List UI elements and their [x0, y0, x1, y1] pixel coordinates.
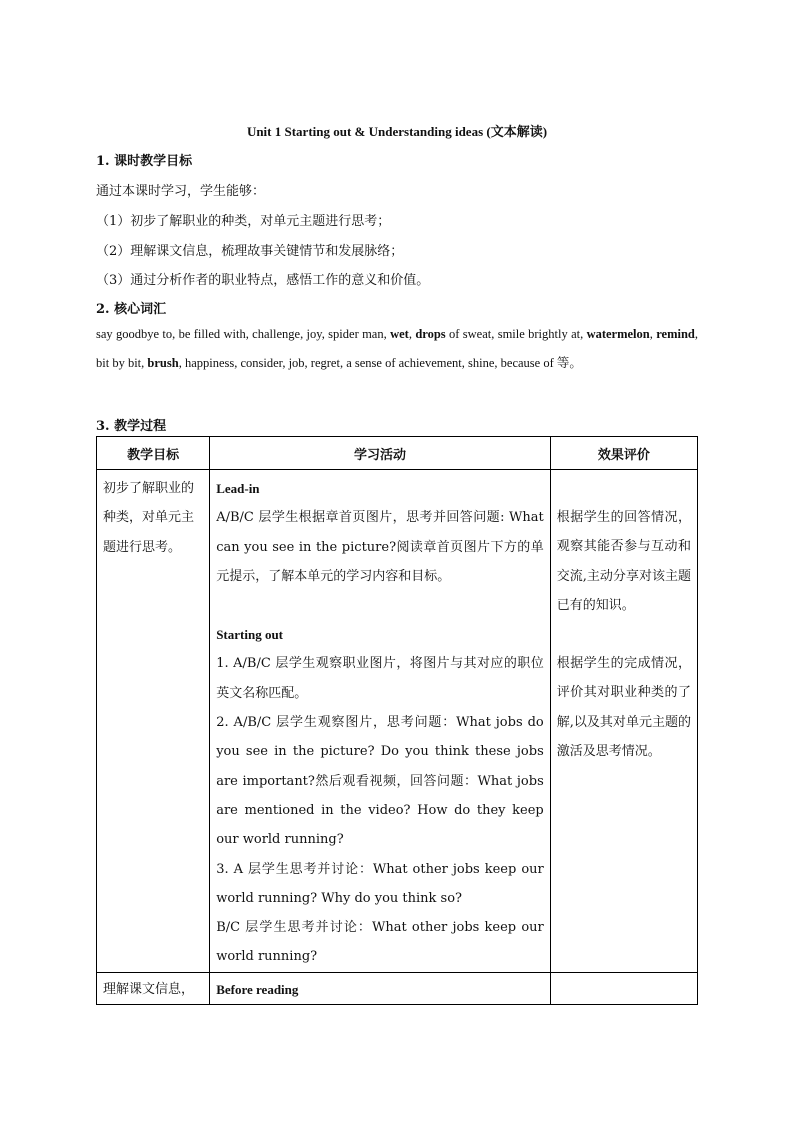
activity-3: 3. A 层学生思考并讨论：What other jobs keep our world running? Why do you think so? [216, 861, 544, 906]
section-1-intro: 通过本课时学习，学生能够： [96, 184, 266, 199]
goal-cell: 理解课文信息， [97, 972, 210, 1004]
section-2-heading: 2. 核心词汇 [96, 302, 167, 317]
table-header-row [97, 437, 698, 470]
activity-3b: B/C 层学生思考并讨论：What other jobs keep our world running? [216, 920, 544, 965]
evaluation-2: 根据学生的完成情况，评价其对职业种类的了解,以及其对单元主题的激活及思考情况。 [556, 656, 691, 760]
table-row [97, 470, 698, 973]
teaching-process-table [96, 436, 698, 1005]
section-1-heading: 1. 课时教学目标 [96, 154, 193, 169]
goal-cell: 初步了解职业的种类，对单元主题进行思考。 [97, 470, 210, 973]
header-activity: 学习活动 [210, 437, 551, 470]
header-evaluation: 效果评价 [550, 437, 697, 470]
activity-2: 2. A/B/C 层学生观察图片，思考问题：What jobs do you see in the picture? Do you think these jobs are important?然后观看视频，回答问题：What jobs are mentioned in the video? How do they keep our world running? [216, 715, 544, 848]
section-3-heading: 3. 教学过程 [96, 419, 167, 434]
objective-3: （3）通过分析作者的职业特点，感悟工作的意义和价值。 [96, 273, 430, 288]
activity-cell: Before reading [210, 972, 551, 1004]
activity-cell: Lead-in A/B/C 层学生根据章首页图片，思考并回答问题: What can you see in the picture?阅读章首页图片下方的单元提示，了解本单元的学习内容和目标。 Starting out 1. A/B/C 层学生观察职业图片，将图片与其对应的职位英文名称匹配。 2. A/B/C 层学生观察图片，思考问题：What jobs do you see in the picture? Do you think these jobs are important?然后观看视频，回答问题：What jobs are mentioned in the video? How do they keep our world running? 3. A 层学生思考并讨论：What other jobs keep our world running? Why do you think so? B/C 层学生思考并讨论：What other jobs keep our world running? [210, 470, 551, 973]
vocabulary-paragraph: say goodbye to, be filled with, challenge, joy, spider man, wet, drops of sweat, smile brightly at, watermelon, remind, bit by bit, brush, happiness, consider, job, regret, a sense of achievement, shine, because of 等。 [96, 327, 699, 370]
leadin-text: A/B/C 层学生根据章首页图片，思考并回答问题: What can you see in the picture?阅读章首页图片下方的单元提示，了解本单元的学习内容和目标。 [216, 510, 544, 584]
evaluation-cell [550, 972, 697, 1004]
evaluation-cell [550, 470, 697, 973]
objective-2: （2）理解课文信息，梳理故事关键情节和发展脉络； [96, 244, 404, 259]
table-row [97, 972, 698, 1004]
activity-1: 1. A/B/C 层学生观察职业图片，将图片与其对应的职位英文名称匹配。 [216, 656, 544, 701]
header-goal: 教学目标 [97, 437, 210, 470]
evaluation-1: 根据学生的回答情况，观察其能否参与互动和交流,主动分享对该主题已有的知识。 [556, 510, 691, 613]
objective-1: （1）初步了解职业的种类，对单元主题进行思考； [96, 214, 391, 229]
document-title: Unit 1 Starting out & Understanding ideas (文本解读) [246, 124, 548, 139]
